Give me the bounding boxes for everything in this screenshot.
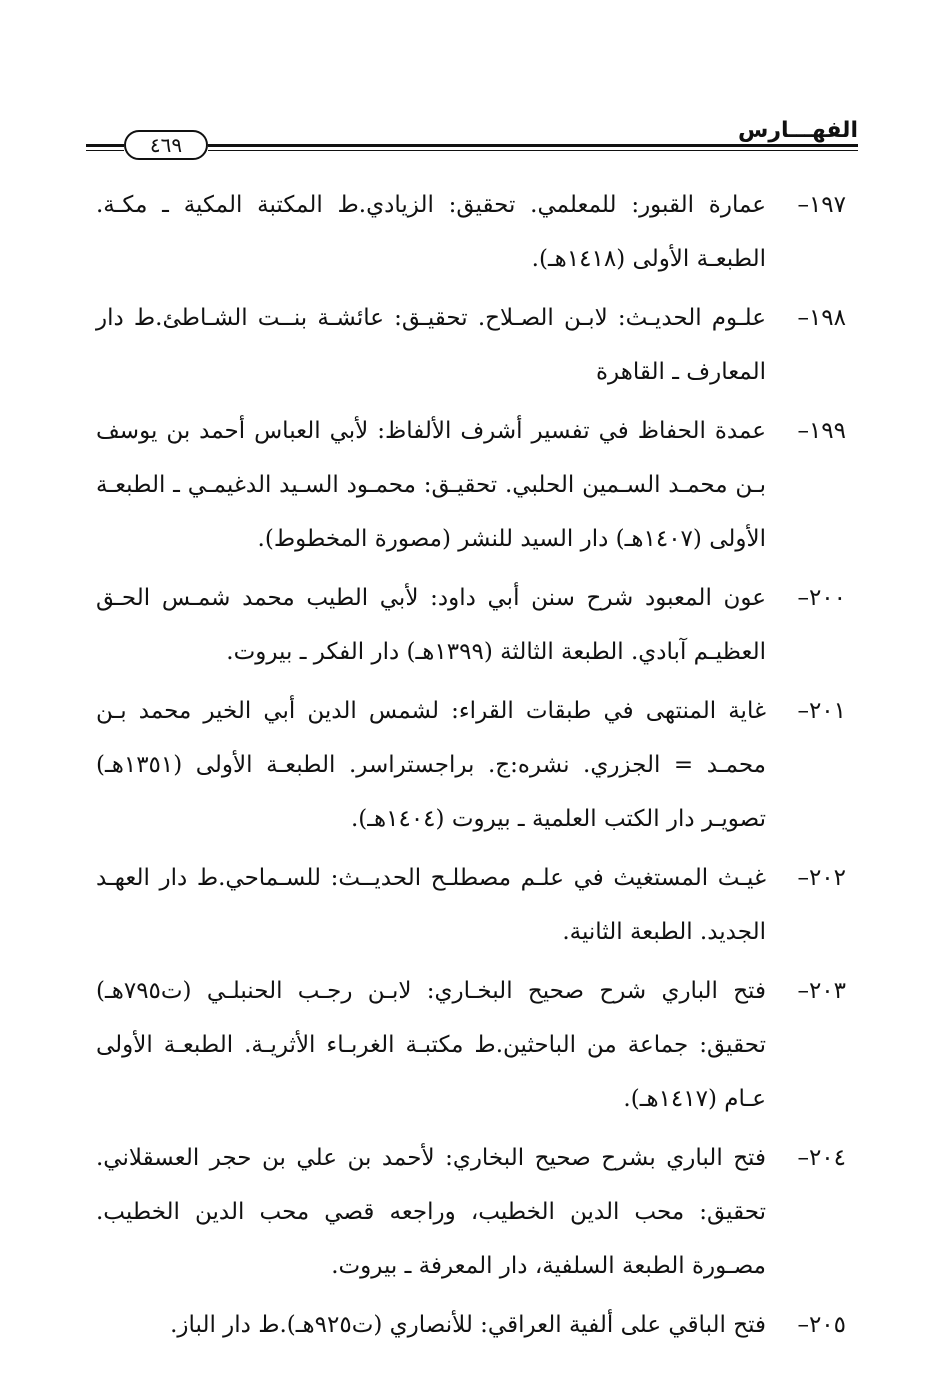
entry-text: فتح الباري بشرح صحيح البخاري: لأحمد بن علي بن حجر العسقلاني. تحقيق: محب الدين الخطيب، وراجعه قصي محب الدين الخطيب. مصـورة الطبعة السلفية، دار المعرفة ـ بيروت. [96,1145,766,1279]
bibliography-entry-200 [96,571,846,679]
entry-number: ٢٠٣– [797,978,846,1004]
bibliography-entry-199 [96,404,846,566]
bibliography-entry-198 [96,291,846,399]
header-rule-left-thick [86,144,124,147]
entry-text: علـوم الحديـث: لابـن الصـلاح. تحقيـق: عائشـة بنــت الشـاطئ.ط دار المعارف ـ القاهرة [96,305,766,385]
entry-number: ٢٠٥– [797,1312,846,1338]
bibliography-entry-201 [96,684,846,846]
entry-number: ٢٠٠– [797,585,846,611]
bibliography-entry-202 [96,851,846,959]
entry-number: ١٩٩– [797,418,846,444]
entry-text: فتح الباقي على ألفية العراقي: للأنصاري (ت٩٢٥هـ).ط دار الباز. [170,1312,766,1338]
header-rule-left-thin [86,150,124,151]
entry-text: غاية المنتهى في طبقات القراء: لشمس الدين أبي الخير محمد بـن محمـد = الجزري. نشره:ج. براجستراسر. الطبعـة الأولى (١٣٥١هـ) تصويـر دار الكتب العلمية ـ بيروت (١٤٠٤هـ). [96,698,766,832]
entry-text: فتح الباري شرح صحيح البخـاري: لابـن رجـب الحنبلـي (ت٧٩٥هـ) تحقيق: جماعة من الباحثين.ط مكتبـة الغربـاء الأثريـة. الطبعـة الأولى عـام (١٤١٧هـ). [96,978,766,1112]
entry-text: عمدة الحفاظ في تفسير أشرف الألفاظ: لأبي العباس أحمد بن يوسف بـن محمـد السـمين الحلبي. تحقيـق: محمـود السـيد الدغيمـي ـ الطبعـة الأولى (١٤٠٧هـ) دار السيد للنشر (مصورة المخطوط). [96,418,766,552]
bibliography-entry-204 [96,1131,846,1293]
header-rule-thick [208,144,858,147]
entry-number: ١٩٧– [797,192,846,218]
entry-text: غيـث المستغيث في علـم مصطلـح الحديــث: للسـماحي.ط دار العهـد الجديد. الطبعة الثانية. [96,865,766,945]
entry-number: ٢٠٤– [797,1145,846,1171]
page-header [86,118,858,168]
entry-number: ١٩٨– [797,305,846,331]
header-rule-thin [208,150,858,151]
entry-text: عمارة القبور: للمعلمي. تحقيق: الزيادي.ط المكتبة المكية ـ مكـة. الطبعـة الأولى (١٤١٨هـ). [96,192,766,272]
entry-number: ٢٠١– [797,698,846,724]
entry-text: عون المعبود شرح سنن أبي داود: لأبي الطيب محمد شمـس الحـق العظيـم آبادي. الطبعة الثالثة (١٣٩٩هـ) دار الفكر ـ بيروت. [96,585,766,665]
page-title: الفهـــارس [737,118,858,143]
bibliography-entry-203 [96,964,846,1126]
entry-number: ٢٠٢– [797,865,846,891]
page-number: ٤٦٩ [124,130,208,160]
bibliography-list [96,178,846,1357]
bibliography-entry-205 [96,1298,846,1352]
bibliography-entry-197 [96,178,846,286]
